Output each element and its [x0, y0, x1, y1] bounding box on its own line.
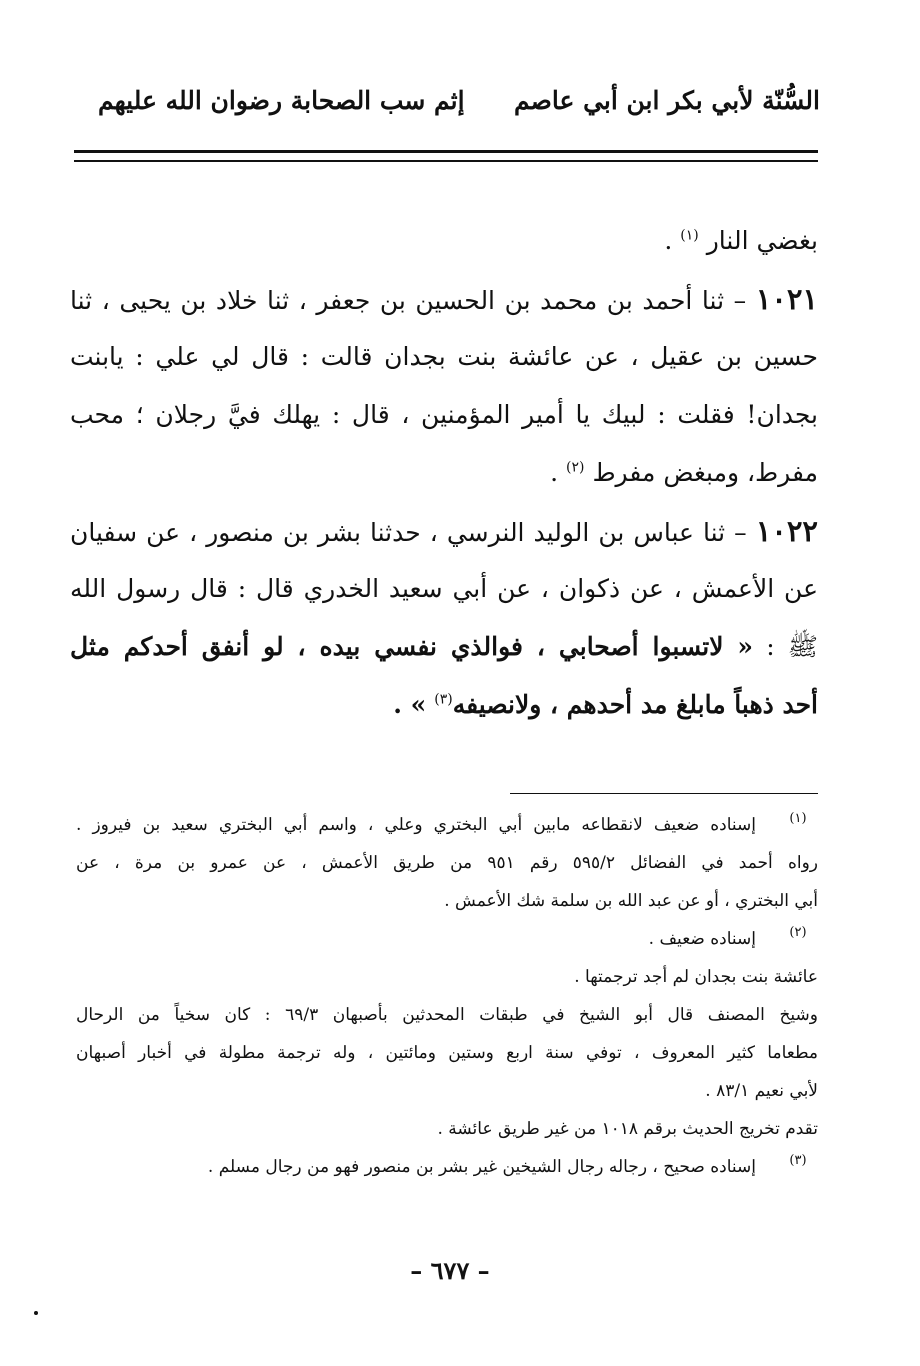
footnote-line [70, 1034, 818, 1072]
footnotes [70, 806, 818, 1186]
footnote-line [70, 996, 818, 1034]
text-fragment: ﷺ : [766, 632, 818, 661]
footnote-text: لأبي نعيم ٨٣/١ . [705, 1081, 818, 1101]
footnote-number: (٣) [789, 1153, 807, 1168]
hadith-1021-line [70, 328, 818, 386]
footnote-text: إسناده صحيح ، رجاله رجال الشيخين غير بشر بن منصور فهو من رجال مسلم . [207, 1157, 756, 1177]
footnote-line [70, 1148, 818, 1186]
hadith-number: ١٠٢١ [755, 282, 818, 316]
text-fragment: » . [393, 690, 427, 719]
footnote-line [70, 1110, 818, 1148]
text-fragment: . [664, 226, 673, 255]
text-fragment: بجدان! فقلت : لبيك يا أمير المؤمنين ، قال : يهلك فيَّ رجلان ؛ محب [70, 400, 818, 429]
footnote-text: رواه أحمد في الفضائل ٥٩٥/٢ رقم ٩٥١ من طريق الأعمش ، عن عمرو بن مرة ، عن [76, 853, 818, 873]
text-fragment: – ثنا أحمد بن محمد بن الحسين بن جعفر ، ثنا خلاد بن يحيى ، ثنا [70, 286, 747, 315]
footnote-line [70, 1072, 818, 1110]
text-fragment: . [550, 458, 559, 487]
hadith-quote: « لاتسبوا أصحابي ، فوالذي نفسي بيده ، لو أنفق أحدكم مثل [70, 632, 754, 661]
footnote-text: إسناده ضعيف لانقطاعه مابين أبي البختري وعلي ، واسم أبي البختري سعيد بن فيروز . [76, 815, 756, 835]
footnote-ref: (٣) [434, 691, 453, 708]
footnote-ref: (١) [680, 227, 699, 244]
footnote-text: تقدم تخريج الحديث برقم ١٠١٨ من غير طريق عائشة . [437, 1119, 818, 1139]
main-text [70, 212, 818, 734]
footnote-number: (١) [789, 811, 807, 826]
text-fragment: بغضي النار [706, 226, 818, 255]
hadith-1022-line [70, 502, 818, 560]
header-rule-top [74, 150, 818, 153]
scan-speck [34, 1311, 38, 1315]
hadith-1022-line [70, 618, 818, 676]
hadith-number: ١٠٢٢ [755, 514, 818, 548]
footnote-text: مطعاما كثير المعروف ، توفي سنة اربع وستين ومائتين ، وله ترجمة مطولة في أخبار أصبهان [76, 1043, 818, 1063]
hadith-1021-line [70, 444, 818, 502]
page-number: – ٦٧٧ – [410, 1256, 490, 1285]
footnote-number: (٢) [789, 925, 807, 940]
hadith-quote: أحد ذهباً مابلغ مد أحدهم ، ولانصيفه [452, 690, 818, 719]
running-header-chapter-title: إثم سب الصحابة رضوان الله عليهم [98, 86, 465, 115]
footnote-line [70, 958, 818, 996]
hadith-1022-line [70, 676, 818, 734]
footnote-separator [510, 793, 818, 794]
footnote-text: إسناده ضعيف . [648, 929, 756, 949]
text-fragment: حسين بن عقيل ، عن عائشة بنت بجدان قالت : قال لي علي : يابنت [70, 342, 818, 371]
hadith-1021-line [70, 270, 818, 328]
hadith-1021-line [70, 386, 818, 444]
running-header-book-title: السُّنّة لأبي بكر ابن أبي عاصم [513, 86, 820, 115]
header-rule-bottom [74, 160, 818, 162]
footnote-text: وشيخ المصنف قال أبو الشيخ في طبقات المحدثين بأصبهان ٦٩/٣ : كان سخياً من الرحال [76, 1005, 818, 1025]
footnote-line [70, 882, 818, 920]
footnote-line [70, 844, 818, 882]
text-line [70, 212, 818, 270]
hadith-1022-line [70, 560, 818, 618]
text-fragment: – ثنا عباس بن الوليد النرسي ، حدثنا بشر بن منصور ، عن سفيان [70, 518, 747, 547]
text-fragment: عن الأعمش ، عن ذكوان ، عن أبي سعيد الخدري قال : قال رسول الله [70, 574, 818, 603]
footnote-text: عائشة بنت بجدان لم أجد ترجمتها . [574, 967, 818, 987]
footnote-text: أبي البختري ، أو عن عبد الله بن سلمة شك الأعمش . [444, 891, 818, 911]
footnote-ref: (٢) [566, 459, 585, 476]
text-fragment: مفرط، ومبغض مفرط [592, 458, 818, 487]
footnote-line [70, 920, 818, 958]
footnote-line [70, 806, 818, 844]
